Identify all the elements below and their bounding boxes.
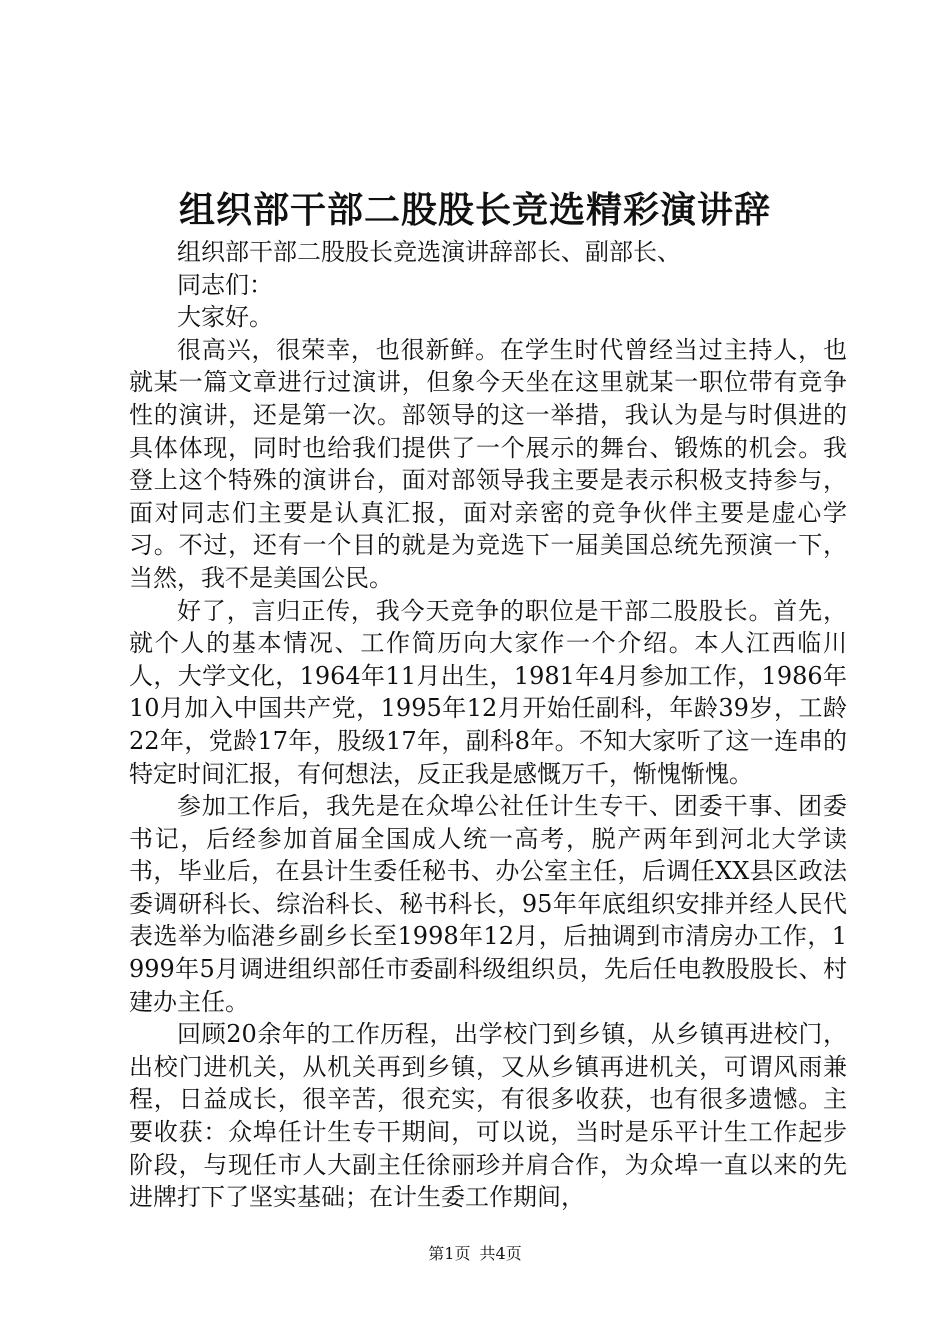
document-title: 组织部干部二股股长竞选精彩演讲辞	[178, 189, 771, 231]
paragraph: 同志们：	[177, 270, 273, 299]
paragraph: 参加工作后，我先是在众埠公社任计生专干、团委干事、团委书记，后经参加首届全国成人统一高考，脱产两年到河北大学读书，毕业后，在县计生委任秘书、办公室主任，后调任XX县区政法委调研科长、综治科长、秘书科长，95年年底组织安排并经人民代表选举为临港乡副乡长至1998年12月，后抽调到市清房办工作，1999年5月调进组织部任市委副科级组织员，先后任电教股股长、村建办主任。	[129, 792, 847, 1016]
document-body	[129, 236, 847, 1214]
page-total: 共4页	[479, 1244, 522, 1263]
paragraph: 组织部干部二股股长竞选演讲辞部长、副部长、	[177, 238, 681, 266]
paragraph: 回顾20余年的工作历程，出学校门到乡镇，从乡镇再进校门，出校门进机关，从机关再到乡镇，又从乡镇再进机关，可谓风雨兼程，日益成长，很辛苦，很充实，有很多收获，也有很多遗憾。主要收获：众埠任计生专干期间，可以说，当时是乐平计生工作起步阶段，与现任市人大副主任徐丽珍并肩合作，为众埠一直以来的先进牌打下了坚实基础；在计生委工作期间，	[129, 1020, 847, 1212]
paragraph: 大家好。	[177, 303, 273, 332]
page-footer	[0, 1243, 950, 1265]
page-number: 第1页	[428, 1244, 471, 1263]
paragraph: 好了，言归正传，我今天竞争的职位是干部二股股长。首先，就个人的基本情况、工作简历向大家作一个介绍。本人江西临川人，大学文化，1964年11月出生，1981年4月参加工作，1986年10月加入中国共产党，1995年12月开始任副科，年龄39岁，工龄22年，党龄17年，股级17年，副科8年。不知大家听了这一连串的特定时间汇报，有何想法，反正我是感慨万千，惭愧惭愧。	[129, 596, 847, 788]
paragraph: 很高兴，很荣幸，也很新鲜。在学生时代曾经当过主持人，也就某一篇文章进行过演讲，但象今天坐在这里就某一职位带有竞争性的演讲，还是第一次。部领导的这一举措，我认为是与时俱进的具体体现，同时也给我们提供了一个展示的舞台、锻炼的机会。我登上这个特殊的演讲台，面对部领导我主要是表示积极支持参与，面对同志们主要是认真汇报，面对亲密的竞争伙伴主要是虚心学习。不过，还有一个目的就是为竞选下一届美国总统先预演一下，当然，我不是美国公民。	[129, 335, 847, 592]
